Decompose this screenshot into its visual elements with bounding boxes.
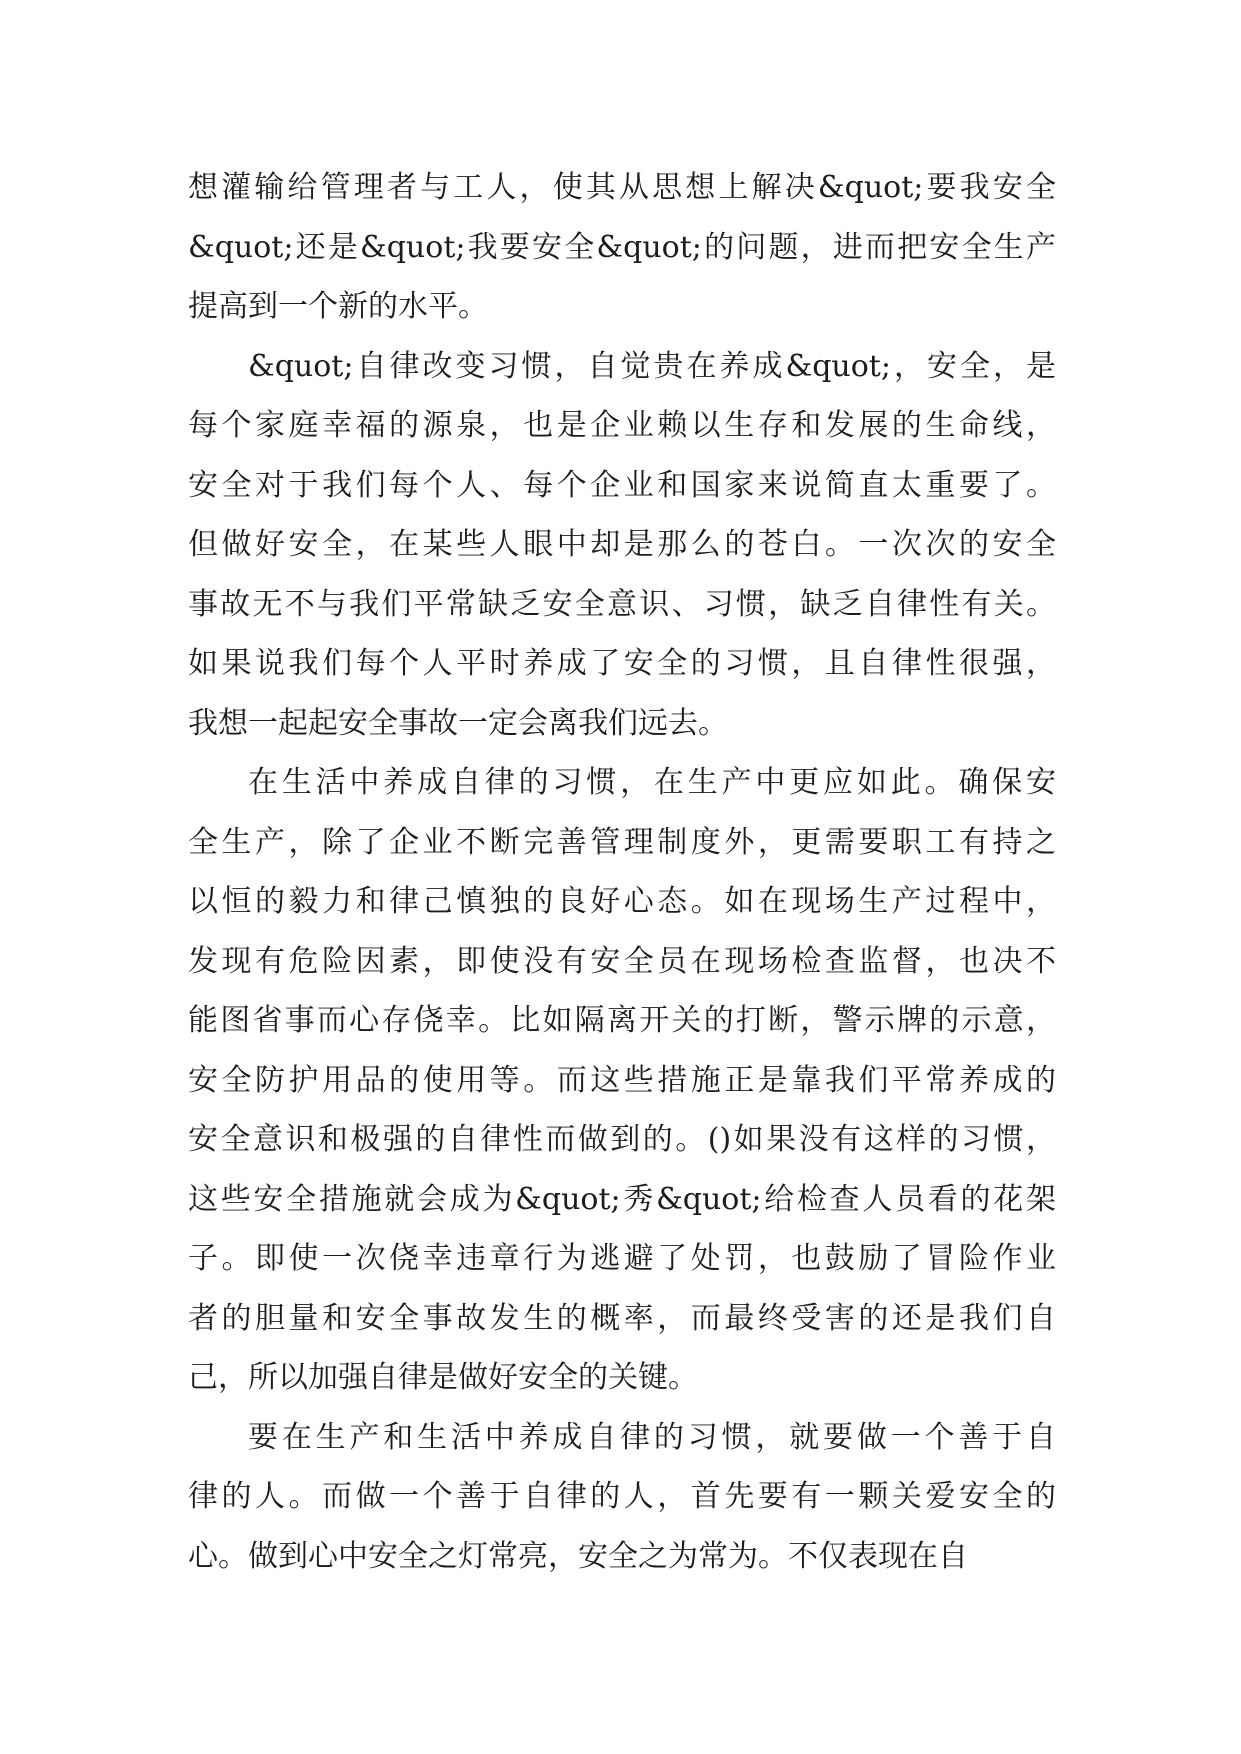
text-line: 如果说我们每个人平时养成了安全的习惯，且自律性很强，: [188, 646, 1056, 681]
text-line: 子。即使一次侥幸违章行为逃避了处罚，也鼓励了冒险作业: [188, 1241, 1056, 1276]
text-line: &quot;还是&quot;我要安全&quot;的问题，进而把安全生产: [188, 229, 1056, 265]
text-line: 律的人。而做一个善于自律的人，首先要有一颗关爱安全的: [188, 1479, 1056, 1514]
text-line: 每个家庭幸福的源泉，也是企业赖以生存和发展的生命线，: [188, 408, 1056, 443]
text-line: 全生产，除了企业不断完善管理制度外，更需要职工有持之: [188, 824, 1056, 860]
text-line: 事故无不与我们平常缺乏安全意识、习惯，缺乏自律性有关。: [188, 586, 1056, 622]
text-line: &quot;自律改变习惯，自觉贵在养成&quot;，安全，是: [248, 348, 1056, 384]
text-line: 发现有危险因素，即使没有安全员在现场检查监督，也决不: [188, 943, 1056, 979]
text-line: 想灌输给管理者与工人，使其从思想上解决&quot;要我安全: [188, 170, 1056, 205]
text-line: 能图省事而心存侥幸。比如隔离开关的打断，警示牌的示意，: [188, 1003, 1056, 1038]
text-line: 心。做到心中安全之灯常亮，安全之为常为。不仅表现在自: [188, 1538, 968, 1574]
text-line: 己，所以加强自律是做好安全的关键。: [188, 1360, 698, 1395]
paragraph: [188, 337, 1056, 754]
text-line: 这些安全措施就会成为&quot;秀&quot;给检查人员看的花架: [188, 1181, 1056, 1217]
text-line: 安全对于我们每个人、每个企业和国家来说简直太重要了。: [188, 467, 1056, 503]
text-line: 提高到一个新的水平。: [188, 289, 488, 324]
text-line: 我想一起起安全事故一定会离我们远去。: [188, 705, 728, 741]
document-body: [188, 158, 1056, 1586]
paragraph: [188, 158, 1056, 337]
paragraph: [188, 1408, 1056, 1587]
text-line: 安全防护用品的使用等。而这些措施正是靠我们平常养成的: [188, 1062, 1056, 1098]
text-line: 以恒的毅力和律己慎独的良好心态。如在现场生产过程中，: [188, 884, 1056, 919]
text-line: 安全意识和极强的自律性而做到的。()如果没有这样的习惯，: [188, 1122, 1056, 1157]
text-line: 但做好安全，在某些人眼中却是那么的苍白。一次次的安全: [188, 527, 1056, 562]
text-line: 要在生产和生活中养成自律的习惯，就要做一个善于自: [248, 1419, 1056, 1455]
paragraph: [188, 753, 1056, 1408]
text-line: 者的胆量和安全事故发生的概率，而最终受害的还是我们自: [188, 1300, 1056, 1336]
text-line: 在生活中养成自律的习惯，在生产中更应如此。确保安: [248, 765, 1056, 800]
